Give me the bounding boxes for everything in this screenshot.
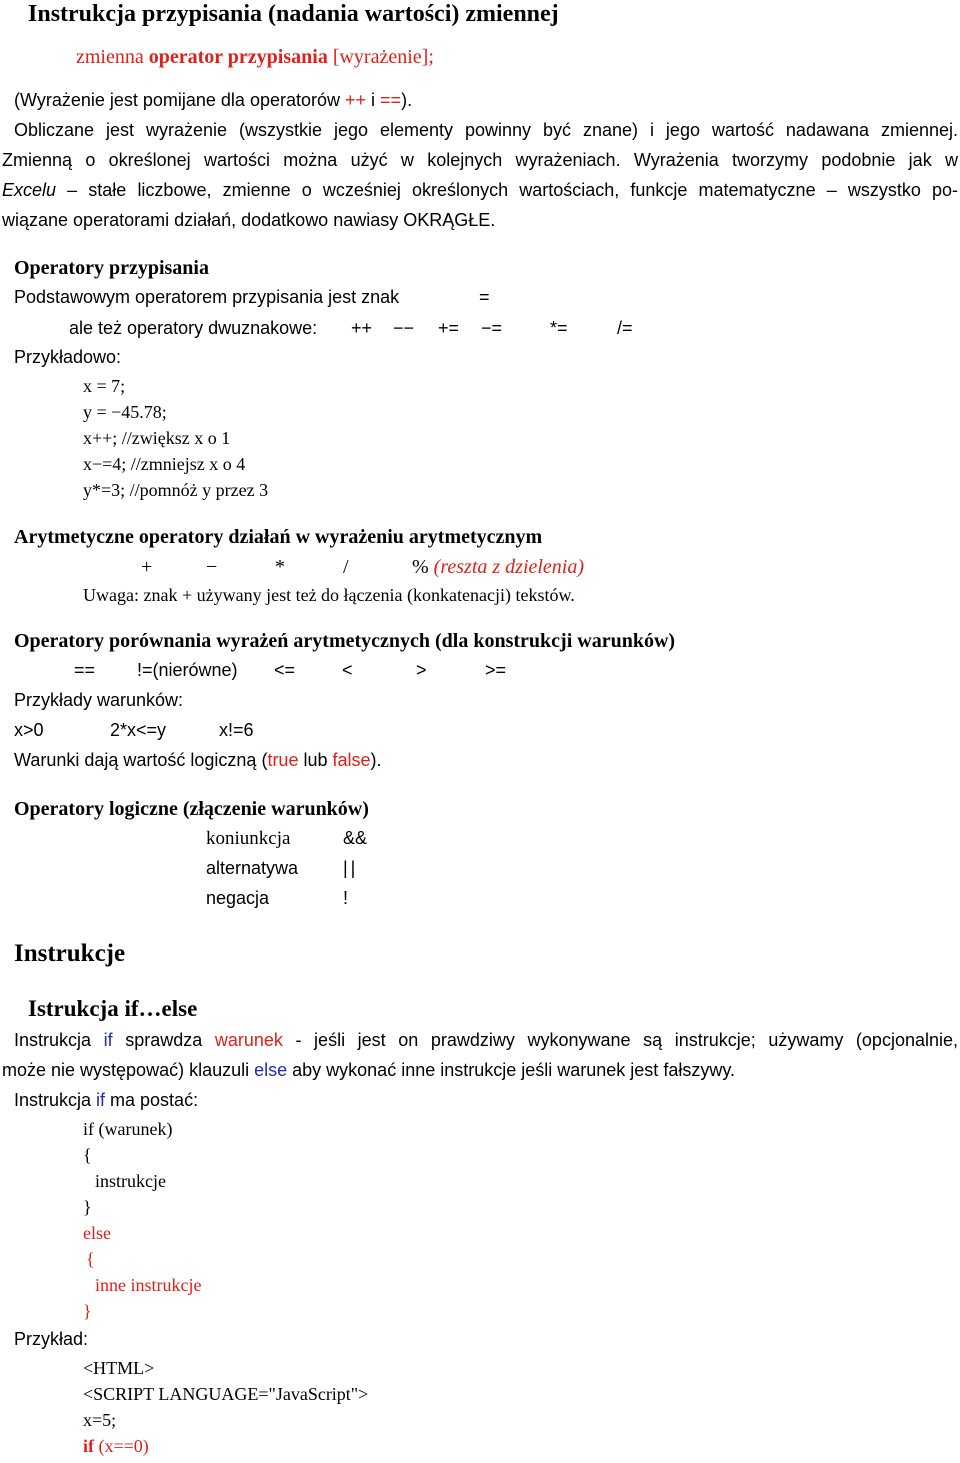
assign-basic-operator: = [479, 287, 490, 307]
arith-op: + [141, 556, 153, 578]
syntax-operator: operator przypisania [148, 46, 328, 68]
syntax-variable: zmienna [76, 46, 144, 68]
assign-op: −= [481, 318, 503, 338]
assign-basic-text: Podstawowym operatorem przypisania jest znak [14, 287, 400, 307]
compare-op: > [416, 660, 427, 680]
code-line: x = 7; [83, 376, 126, 396]
assign-examples-label: Przykładowo: [14, 347, 122, 367]
intro-line-3: Zmienną o określonej wartości można użyć w kolejnych wyrażeniach. Wyrażenia tworzymy podobnie jak w [2, 150, 958, 170]
code-line: inne instrukcje [95, 1275, 202, 1295]
assign-op: −− [393, 318, 415, 338]
code-line: <SCRIPT LANGUAGE="JavaScript"> [83, 1384, 369, 1404]
code-line: if (warunek) [83, 1119, 173, 1139]
arith-mod: % (reszta z dzielenia) [412, 556, 585, 578]
code-line: y = −45.78; [83, 402, 167, 422]
code-line: x++; //zwiększ x o 1 [83, 428, 231, 448]
code-line: if (x==0) [83, 1436, 149, 1456]
code-line: { [86, 1249, 95, 1269]
page-title: Instrukcja przypisania (nadania wartości) zmiennej [28, 1, 559, 27]
if-desc-line-1: Instrukcja if sprawdza warunek - jeśli jest on prawdziwy wykonywane są instrukcje; używamy (opcjonalnie, [14, 1030, 958, 1050]
arith-op: * [275, 556, 285, 578]
arith-op: / [343, 556, 349, 578]
syntax-expression: [wyrażenie]; [332, 46, 434, 68]
code-line: } [83, 1301, 92, 1321]
logic-op: && [343, 828, 368, 848]
compare-example: x!=6 [219, 720, 254, 740]
assign-op: *= [550, 318, 568, 338]
intro-line-2: Obliczane jest wyrażenie (wszystkie jego elementy powinny być znane) i jego wartość nadawana zmiennej. [14, 120, 958, 140]
code-line: <HTML> [83, 1358, 155, 1378]
arith-op: − [206, 556, 218, 578]
logic-name: alternatywa [206, 858, 299, 878]
logic-name: koniunkcja [206, 828, 291, 849]
compare-example: x>0 [14, 720, 44, 740]
if-else-heading: Istrukcja if…else [28, 996, 198, 1021]
if-form-text: Instrukcja if ma postać: [14, 1090, 199, 1110]
logic-heading: Operatory logiczne (złączenie warunków) [14, 798, 369, 820]
code-line: } [83, 1197, 92, 1217]
assign-heading: Operatory przypisania [14, 257, 209, 279]
compare-op: <= [274, 660, 296, 680]
logic-op: || [343, 858, 359, 878]
code-line: else [83, 1223, 111, 1243]
assign-op: += [438, 318, 460, 338]
arith-note: Uwaga: znak + używany jest też do łączenia (konkatenacji) tekstów. [83, 585, 575, 605]
compare-example: 2*x<=y [110, 720, 167, 740]
example-label: Przykład: [14, 1329, 89, 1349]
code-line: instrukcje [95, 1171, 166, 1191]
logic-op: ! [343, 888, 349, 908]
intro-line-1: (Wyrażenie jest pomijane dla operatorów ++ i ==). [14, 90, 413, 110]
code-line: y*=3; //pomnóż y przez 3 [83, 480, 269, 500]
compare-result: Warunki dają wartość logiczną (true lub false). [14, 750, 382, 770]
compare-examples-label: Przykłady warunków: [14, 690, 184, 710]
assignment-syntax [76, 47, 434, 67]
compare-op: !=(nierówne) [137, 660, 238, 680]
intro-line-4: Excelu – stałe liczbowe, zmienne o wcześniej określonych wartościach, funkcje matematyczne – wszystko po- [2, 180, 958, 200]
arith-heading: Arytmetyczne operatory działań w wyrażeniu arytmetycznym [14, 526, 543, 548]
instr-heading: Instrukcje [14, 940, 126, 967]
if-desc-line-2: może nie występować) klauzuli else aby wykonać inne instrukcje jeśli warunek jest fałszywy. [2, 1060, 735, 1080]
assign-op: /= [617, 318, 633, 338]
assign-also-text: ale też operatory dwuznakowe: [69, 318, 318, 338]
compare-heading: Operatory porównania wyrażeń arytmetycznych (dla konstrukcji warunków) [14, 630, 676, 652]
code-line: x=5; [83, 1410, 117, 1430]
logic-name: negacja [206, 888, 270, 908]
code-line: { [83, 1145, 92, 1165]
compare-op: >= [485, 660, 507, 680]
compare-op: == [74, 660, 96, 680]
assign-op: ++ [351, 318, 373, 338]
compare-op: < [342, 660, 353, 680]
intro-line-5: wiązane operatorami działań, dodatkowo nawiasy OKRĄGŁE. [2, 210, 496, 230]
code-line: x−=4; //zmniejsz x o 4 [83, 454, 246, 474]
